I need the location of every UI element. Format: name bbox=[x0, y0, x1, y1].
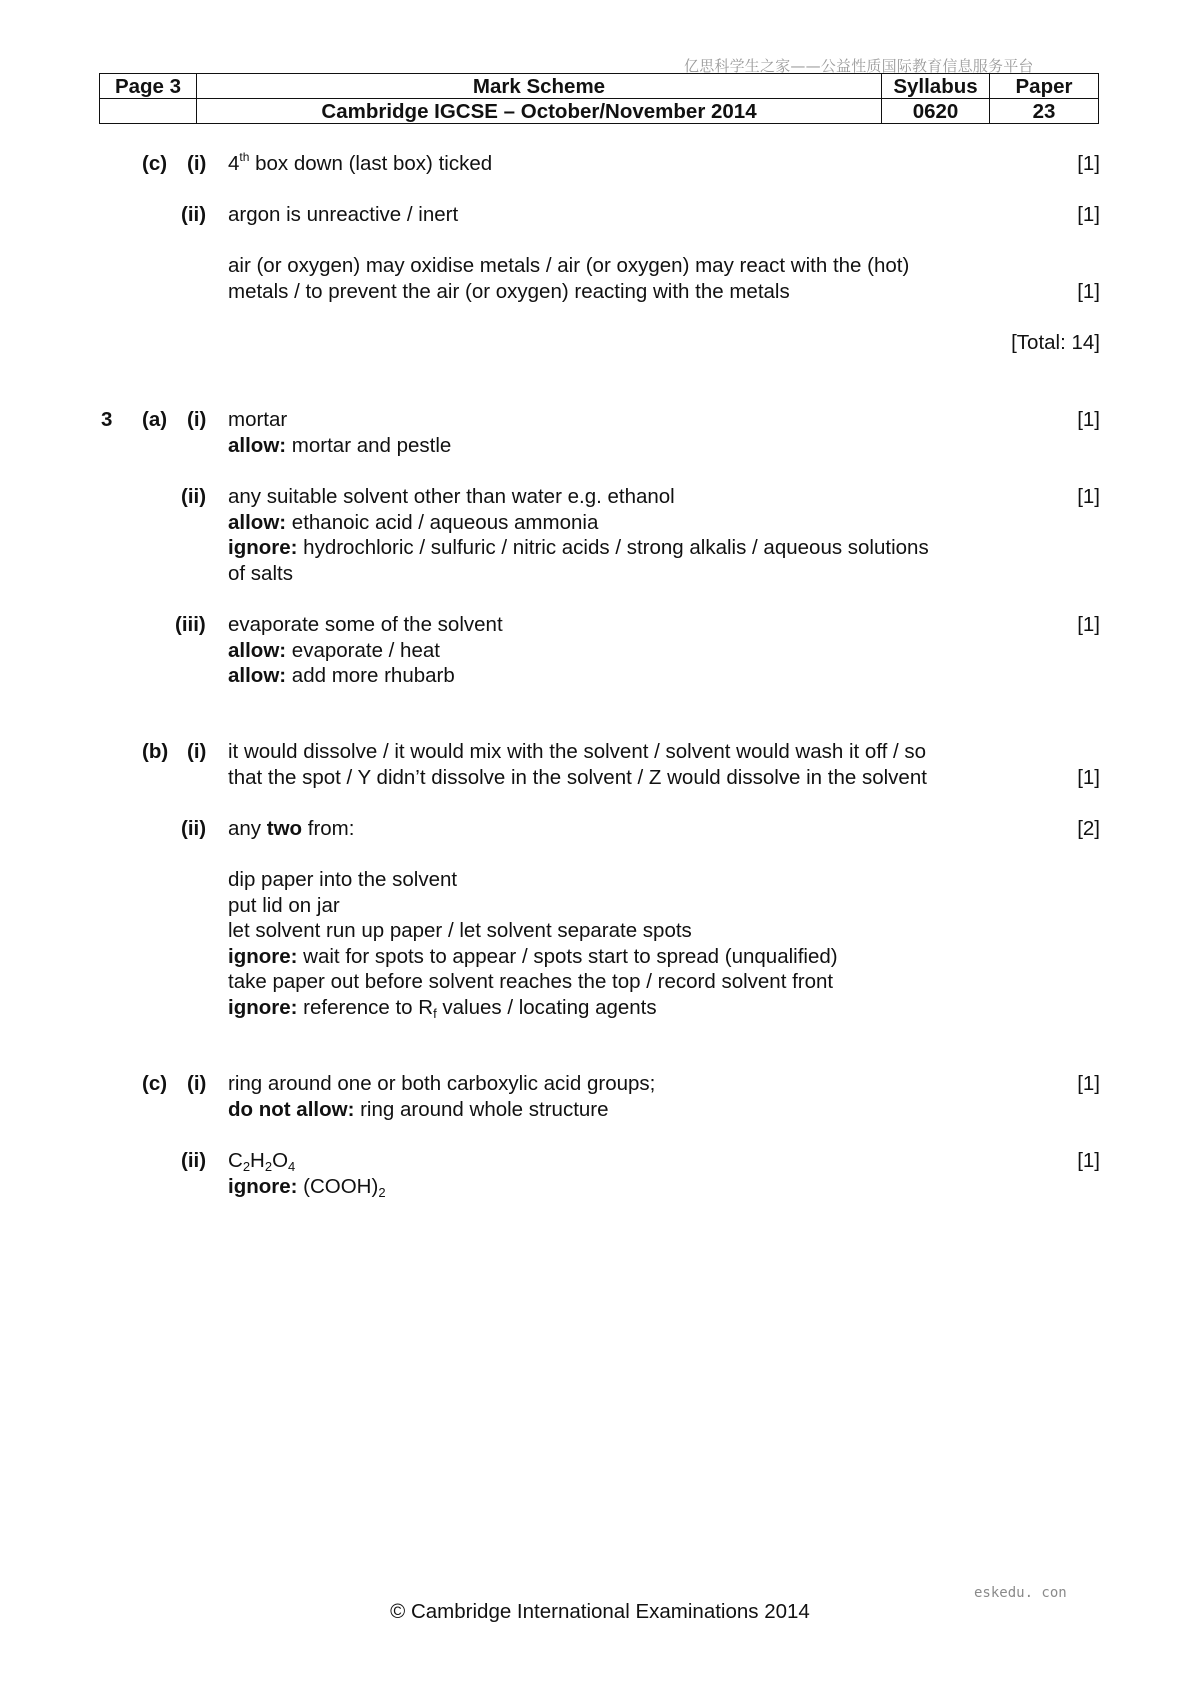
answer-points: dip paper into the solvent put lid on jar let solvent run up paper / let solvent separate spots ignore: wait for spots to appear / spots start to spread (unqualified) take paper out before solvent reaches the top / record solvent front ignore: reference to $R_f$ values / locating agents bbox=[228, 868, 838, 1021]
subpart-label: (ii) bbox=[181, 1149, 207, 1172]
paper-label: Paper bbox=[990, 74, 1099, 99]
part-label: (b) bbox=[142, 740, 169, 763]
watermark: 亿思科学生之家——公益性质国际教育信息服务平台 bbox=[684, 57, 1034, 75]
answer-text: it would dissolve / it would mix with the solvent / solvent would wash it off / so that the spot / Y didn’t dissolve in the solvent / Z would dissolve in the solvent bbox=[228, 740, 927, 789]
part-label: (c) bbox=[142, 1072, 168, 1095]
answer-text: $C_2H_2O_4$ ignore: $(COOH)_2$ bbox=[228, 1148, 988, 1199]
mark: [1] bbox=[1077, 1149, 1100, 1172]
answer-text: ring around one or both carboxylic acid groups; do not allow: ring around whole structure bbox=[228, 1072, 656, 1121]
answer-text: 4th box down (last box) ticked bbox=[228, 150, 493, 175]
part-label: (c) bbox=[142, 152, 168, 175]
subpart-label: (i) bbox=[187, 740, 207, 763]
answer-text: evaporate some of the solvent allow: evaporate / heat allow: add more rhubarb bbox=[228, 613, 503, 687]
syllabus-code: 0620 bbox=[882, 99, 990, 124]
answer-text: air (or oxygen) may oxidise metals / air (or oxygen) may react with the (hot) metals / to prevent the air (or oxygen) reacting with the metals bbox=[228, 254, 910, 303]
mark: [1] bbox=[1077, 152, 1100, 175]
answer-text: mortar allow: mortar and pestle bbox=[228, 408, 452, 457]
mark: [2] bbox=[1077, 817, 1100, 840]
subpart-label: (iii) bbox=[175, 613, 206, 636]
subpart-label: (ii) bbox=[181, 203, 207, 226]
mark: [1] bbox=[1077, 408, 1100, 431]
paper-number: 23 bbox=[990, 99, 1099, 124]
mark: [1] bbox=[1077, 280, 1100, 303]
subpart-label: (i) bbox=[187, 1072, 207, 1095]
page-number: Page 3 bbox=[100, 74, 197, 99]
answer-text: any two from: bbox=[228, 817, 355, 840]
total-mark: [Total: 14] bbox=[1011, 331, 1100, 354]
header-table bbox=[99, 73, 1099, 124]
exam-name: Cambridge IGCSE – October/November 2014 bbox=[197, 99, 882, 124]
subpart-label: (i) bbox=[187, 152, 207, 175]
part-label: (a) bbox=[142, 408, 168, 431]
answer-text: any suitable solvent other than water e.g. ethanol allow: ethanoic acid / aqueous ammonia ignore: hydrochloric / sulfuric / nitric acids / strong alkalis / aqueous solutions of salts bbox=[228, 485, 929, 585]
syllabus-label: Syllabus bbox=[882, 74, 990, 99]
chemical-formula: $C_2H_2O_4$ bbox=[228, 1149, 296, 1174]
site-watermark: eskedu. con bbox=[974, 1585, 1067, 1601]
mark: [1] bbox=[1077, 1072, 1100, 1095]
mark: [1] bbox=[1077, 485, 1100, 508]
question-number: 3 bbox=[101, 408, 113, 431]
empty-cell bbox=[100, 99, 197, 124]
mark: [1] bbox=[1077, 613, 1100, 636]
doc-title: Mark Scheme bbox=[197, 74, 882, 99]
subpart-label: (ii) bbox=[181, 817, 207, 840]
mark: [1] bbox=[1077, 766, 1100, 789]
mark: [1] bbox=[1077, 203, 1100, 226]
answer-text: argon is unreactive / inert bbox=[228, 203, 459, 226]
subpart-label: (i) bbox=[187, 408, 207, 431]
footer-copyright: © Cambridge International Examinations 2014 bbox=[390, 1600, 810, 1623]
subpart-label: (ii) bbox=[181, 485, 207, 508]
